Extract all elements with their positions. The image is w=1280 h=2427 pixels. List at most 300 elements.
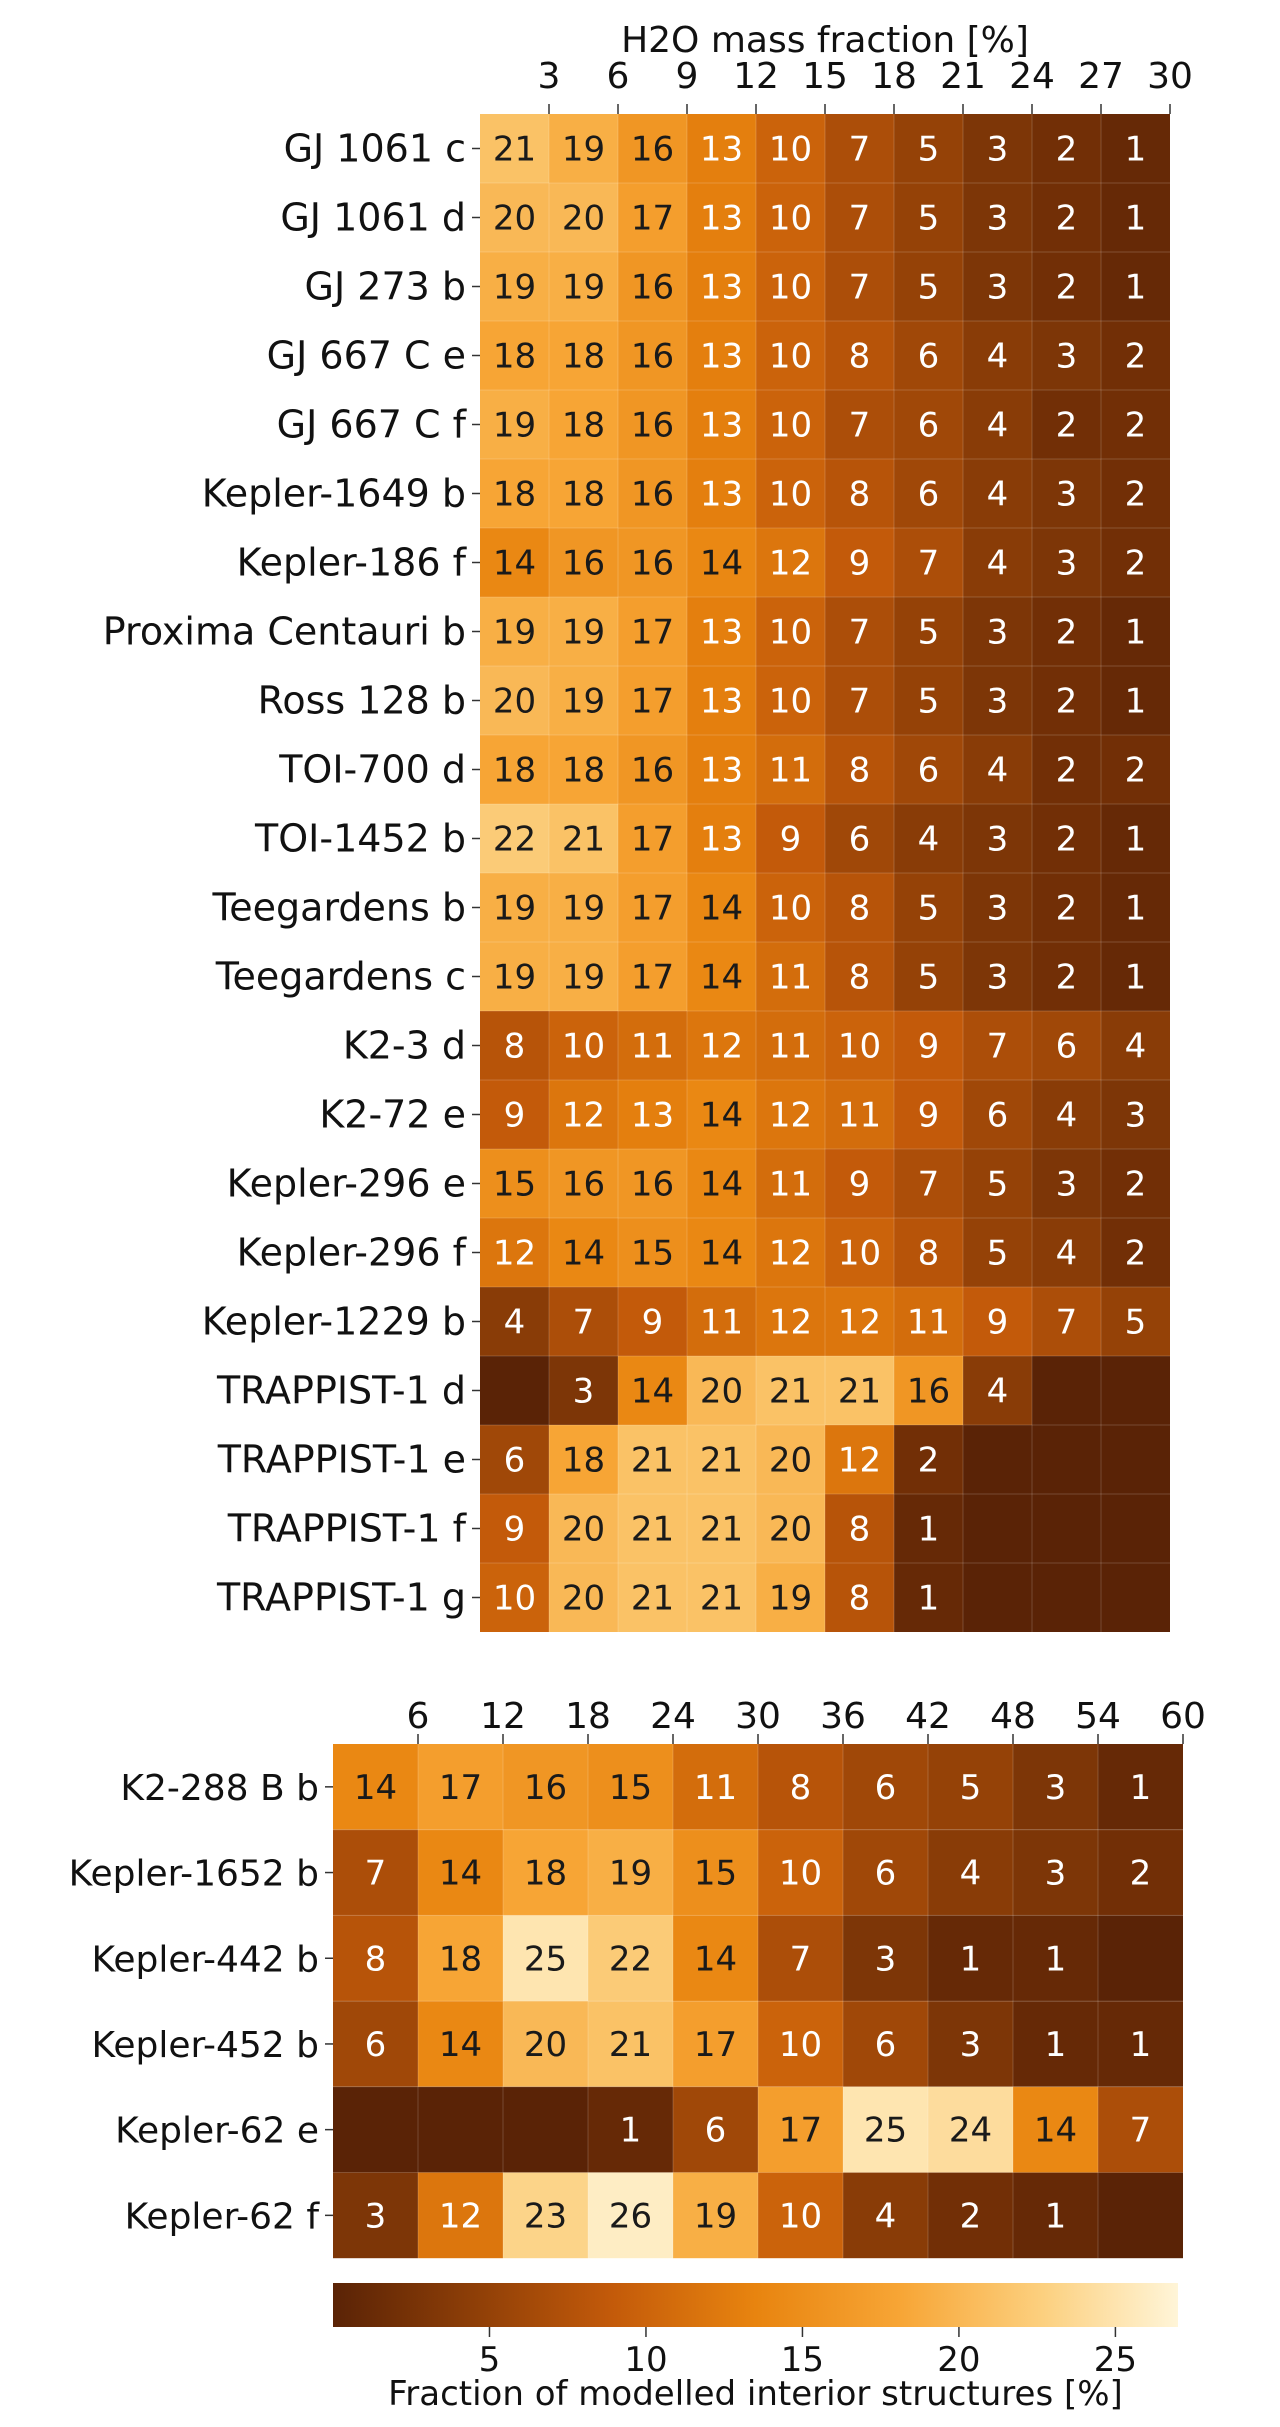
row-label: TRAPPIST-1 f [227, 1506, 466, 1551]
cell-value: 16 [630, 543, 675, 584]
cell-value: 3 [1055, 336, 1078, 377]
cell-value: 18 [438, 1939, 483, 1980]
cell-value: 8 [848, 888, 871, 929]
cell-value: 20 [561, 1509, 606, 1550]
cell-value: 9 [986, 1302, 1009, 1343]
cell-value: 22 [608, 1939, 653, 1980]
cell-value: 1 [1129, 1767, 1152, 1808]
cell-value: 10 [768, 888, 813, 929]
cell-value: 1 [1124, 198, 1147, 239]
cell-value: 18 [492, 336, 537, 377]
cell-value: 14 [699, 543, 744, 584]
cell-value: 21 [768, 1371, 813, 1412]
heatmap-cell [333, 2087, 418, 2173]
cell-value: 14 [561, 1233, 606, 1274]
row-label: Kepler-296 f [236, 1230, 466, 1275]
cell-value: 1 [1044, 2024, 1067, 2065]
cell-value: 10 [768, 129, 813, 170]
row-label: TRAPPIST-1 g [216, 1575, 466, 1620]
cell-value: 12 [768, 1095, 813, 1136]
x-tick-label: 6 [406, 1696, 430, 1737]
cell-value: 5 [1124, 1302, 1147, 1343]
cell-value: 10 [768, 681, 813, 722]
cell-value: 14 [1033, 2110, 1078, 2151]
cell-value: 12 [438, 2196, 483, 2237]
cell-value: 9 [641, 1302, 664, 1343]
cell-value: 12 [837, 1302, 882, 1343]
cell-value: 20 [561, 198, 606, 239]
cell-value: 16 [630, 336, 675, 377]
cell-value: 21 [699, 1440, 744, 1481]
x-tick-label: 6 [606, 56, 630, 97]
cell-value: 4 [1124, 1026, 1147, 1067]
row-label: Teegardens b [212, 885, 466, 930]
cell-value: 8 [848, 957, 871, 998]
cell-value: 2 [1055, 888, 1078, 929]
cell-value: 16 [561, 1164, 606, 1205]
cell-value: 20 [699, 1371, 744, 1412]
cell-value: 7 [364, 1853, 387, 1894]
cell-value: 25 [863, 2110, 908, 2151]
cell-value: 2 [959, 2196, 982, 2237]
cell-value: 16 [630, 267, 675, 308]
heatmap-cell [1032, 1356, 1101, 1425]
cell-value: 11 [837, 1095, 882, 1136]
cell-value: 7 [572, 1302, 595, 1343]
cell-value: 13 [699, 750, 744, 791]
cell-value: 16 [906, 1371, 951, 1412]
cell-value: 20 [492, 198, 537, 239]
cell-value: 3 [1124, 1095, 1147, 1136]
cell-value: 5 [917, 612, 940, 653]
cell-value: 5 [917, 957, 940, 998]
cell-value: 4 [1055, 1233, 1078, 1274]
cell-value: 10 [768, 405, 813, 446]
x-axis-label: H2O mass fraction [%] [621, 20, 1029, 61]
top-heatmap [103, 20, 1193, 1632]
cell-value: 3 [1044, 1767, 1067, 1808]
cell-value: 14 [699, 957, 744, 998]
heatmap-cell [963, 1494, 1032, 1563]
cell-value: 10 [778, 2024, 823, 2065]
cell-value: 17 [438, 1767, 483, 1808]
cell-value: 14 [699, 1233, 744, 1274]
x-tick-label: 30 [735, 1696, 781, 1737]
cell-value: 5 [917, 129, 940, 170]
cell-value: 2 [917, 1440, 940, 1481]
row-label: Kepler-1649 b [201, 471, 466, 516]
cell-value: 18 [492, 474, 537, 515]
cell-value: 13 [699, 336, 744, 377]
cell-value: 13 [630, 1095, 675, 1136]
cell-value: 10 [561, 1026, 606, 1067]
cell-value: 10 [768, 267, 813, 308]
row-label: GJ 667 C e [266, 333, 466, 378]
cell-value: 4 [959, 1853, 982, 1894]
cell-value: 9 [917, 1095, 940, 1136]
cell-value: 2 [1124, 474, 1147, 515]
cell-value: 6 [986, 1095, 1009, 1136]
cell-value: 12 [768, 1302, 813, 1343]
cell-value: 1 [917, 1509, 940, 1550]
cell-value: 10 [768, 198, 813, 239]
cell-value: 19 [492, 957, 537, 998]
x-tick-label: 48 [990, 1696, 1036, 1737]
cell-value: 8 [848, 336, 871, 377]
cell-value: 2 [1055, 819, 1078, 860]
cell-value: 16 [630, 1164, 675, 1205]
cell-value: 2 [1055, 198, 1078, 239]
cell-value: 4 [986, 543, 1009, 584]
colorbar-label: Fraction of modelled interior structures [%] [388, 2374, 1123, 2414]
row-label: Teegardens c [215, 954, 466, 999]
cell-value: 20 [768, 1509, 813, 1550]
cell-value: 2 [1055, 405, 1078, 446]
cell-value: 13 [699, 681, 744, 722]
cell-value: 8 [364, 1939, 387, 1980]
cell-value: 9 [848, 1164, 871, 1205]
cell-value: 14 [630, 1371, 675, 1412]
heatmap-cell [1101, 1356, 1170, 1425]
row-label: GJ 667 C f [276, 402, 466, 447]
row-label: TOI-1452 b [255, 816, 466, 861]
row-label: K2-288 B b [120, 1767, 319, 1809]
cell-value: 6 [848, 819, 871, 860]
cell-value: 3 [1044, 1853, 1067, 1894]
row-label: TRAPPIST-1 d [216, 1368, 466, 1413]
cell-value: 7 [848, 198, 871, 239]
cell-value: 3 [1055, 1164, 1078, 1205]
cell-value: 8 [848, 1509, 871, 1550]
cell-value: 18 [561, 474, 606, 515]
cell-value: 10 [768, 612, 813, 653]
row-label: Kepler-452 b [91, 2024, 319, 2066]
cell-value: 3 [986, 819, 1009, 860]
cell-value: 17 [630, 957, 675, 998]
cell-value: 2 [1124, 1164, 1147, 1205]
heatmap-cell [1032, 1494, 1101, 1563]
cell-value: 21 [492, 129, 537, 170]
cell-value: 16 [523, 1767, 568, 1808]
cell-value: 11 [768, 957, 813, 998]
cell-value: 3 [986, 888, 1009, 929]
cell-value: 19 [561, 129, 606, 170]
cell-value: 7 [917, 1164, 940, 1205]
cell-value: 11 [906, 1302, 951, 1343]
cell-value: 16 [630, 405, 675, 446]
cell-value: 1 [1124, 129, 1147, 170]
cell-value: 18 [561, 336, 606, 377]
cell-value: 3 [959, 2024, 982, 2065]
cell-value: 10 [768, 474, 813, 515]
row-label: TRAPPIST-1 e [217, 1437, 466, 1482]
cell-value: 5 [917, 888, 940, 929]
row-label: Kepler-62 e [115, 2110, 319, 2152]
cell-value: 2 [1124, 336, 1147, 377]
colorbar-tick-label: 10 [624, 2340, 668, 2380]
cell-value: 5 [917, 267, 940, 308]
cell-value: 7 [1129, 2110, 1152, 2151]
cell-value: 11 [768, 1164, 813, 1205]
cell-value: 16 [630, 474, 675, 515]
cell-value: 1 [1044, 1939, 1067, 1980]
cell-value: 3 [364, 2196, 387, 2237]
cell-value: 13 [699, 267, 744, 308]
cell-value: 12 [768, 543, 813, 584]
x-tick-label: 42 [905, 1696, 951, 1737]
cell-value: 3 [986, 957, 1009, 998]
cell-value: 12 [492, 1233, 537, 1274]
colorbar-gradient [333, 2283, 1178, 2327]
cell-value: 21 [630, 1509, 675, 1550]
cell-value: 14 [492, 543, 537, 584]
cell-value: 16 [630, 750, 675, 791]
cell-value: 23 [523, 2196, 568, 2237]
heatmap-cell [418, 2087, 503, 2173]
cell-value: 7 [917, 543, 940, 584]
row-label: Kepler-62 f [124, 2196, 319, 2238]
cell-value: 7 [848, 612, 871, 653]
cell-value: 21 [699, 1509, 744, 1550]
cell-value: 13 [699, 612, 744, 653]
cell-value: 3 [572, 1371, 595, 1412]
cell-value: 14 [353, 1767, 398, 1808]
cell-value: 12 [699, 1026, 744, 1067]
cell-value: 2 [1055, 957, 1078, 998]
x-tick-label: 60 [1160, 1696, 1206, 1737]
cell-value: 19 [561, 888, 606, 929]
cell-value: 22 [492, 819, 537, 860]
cell-value: 11 [768, 1026, 813, 1067]
colorbar-tick-label: 15 [780, 2340, 825, 2380]
heatmap-cell [1101, 1494, 1170, 1563]
cell-value: 10 [768, 336, 813, 377]
cell-value: 6 [917, 336, 940, 377]
cell-value: 13 [699, 819, 744, 860]
heatmap-cell [1098, 1915, 1183, 2001]
cell-value: 1 [1124, 819, 1147, 860]
cell-value: 10 [778, 1853, 823, 1894]
cell-value: 18 [492, 750, 537, 791]
cell-value: 19 [492, 612, 537, 653]
cell-value: 1 [619, 2110, 642, 2151]
cell-value: 17 [630, 888, 675, 929]
cell-value: 9 [779, 819, 802, 860]
colorbar-tick-label: 20 [937, 2340, 981, 2380]
row-label: GJ 273 b [304, 264, 466, 309]
cell-value: 16 [630, 129, 675, 170]
cell-value: 21 [608, 2024, 653, 2065]
row-label: GJ 1061 c [283, 126, 466, 171]
x-tick-label: 24 [1009, 56, 1055, 97]
cell-value: 11 [699, 1302, 744, 1343]
cell-value: 14 [699, 1095, 744, 1136]
cell-value: 15 [630, 1233, 675, 1274]
cell-value: 10 [837, 1233, 882, 1274]
cell-value: 6 [704, 2110, 727, 2151]
cell-value: 1 [1124, 681, 1147, 722]
cell-value: 17 [630, 681, 675, 722]
cell-value: 4 [1055, 1095, 1078, 1136]
cell-value: 14 [699, 1164, 744, 1205]
cell-value: 12 [768, 1233, 813, 1274]
cell-value: 6 [874, 1853, 897, 1894]
heatmap-cell [1032, 1563, 1101, 1632]
cell-value: 8 [789, 1767, 812, 1808]
cell-value: 14 [693, 1939, 738, 1980]
cell-value: 3 [1055, 543, 1078, 584]
cell-value: 5 [917, 681, 940, 722]
heatmap-cell [963, 1425, 1032, 1494]
cell-value: 10 [778, 2196, 823, 2237]
x-tick-label: 24 [650, 1696, 696, 1737]
cell-value: 7 [986, 1026, 1009, 1067]
heatmap-cell [503, 2087, 588, 2173]
cell-value: 1 [1124, 888, 1147, 929]
row-label: K2-72 e [319, 1092, 466, 1137]
heatmap-cell [1101, 1425, 1170, 1494]
cell-value: 7 [848, 267, 871, 308]
cell-value: 3 [986, 129, 1009, 170]
cell-value: 14 [438, 2024, 483, 2065]
cell-value: 12 [561, 1095, 606, 1136]
x-tick-label: 12 [480, 1696, 526, 1737]
cell-value: 15 [492, 1164, 537, 1205]
row-label: GJ 1061 d [280, 195, 466, 240]
cell-value: 15 [608, 1767, 653, 1808]
cell-value: 2 [1124, 543, 1147, 584]
heatmap-cell [963, 1563, 1032, 1632]
cell-value: 4 [917, 819, 940, 860]
cell-value: 18 [523, 1853, 568, 1894]
cell-value: 21 [699, 1578, 744, 1619]
cell-value: 6 [917, 474, 940, 515]
x-tick-label: 27 [1078, 56, 1124, 97]
heatmap-cell [1032, 1425, 1101, 1494]
cell-value: 13 [699, 129, 744, 170]
x-tick-label: 12 [733, 56, 779, 97]
row-label: Proxima Centauri b [102, 609, 466, 654]
cell-value: 7 [848, 129, 871, 170]
row-label: TOI-700 d [279, 747, 466, 792]
cell-value: 5 [986, 1233, 1009, 1274]
cell-value: 24 [948, 2110, 993, 2151]
cell-value: 2 [1124, 750, 1147, 791]
cell-value: 9 [917, 1026, 940, 1067]
cell-value: 21 [630, 1578, 675, 1619]
x-tick-label: 21 [940, 56, 986, 97]
cell-value: 1 [917, 1578, 940, 1619]
cell-value: 17 [630, 612, 675, 653]
colorbar-tick-label: 25 [1093, 2340, 1138, 2380]
cell-value: 4 [986, 1371, 1009, 1412]
cell-value: 19 [693, 2196, 738, 2237]
cell-value: 11 [630, 1026, 675, 1067]
cell-value: 2 [1129, 1853, 1152, 1894]
x-tick-label: 3 [537, 56, 561, 97]
cell-value: 19 [561, 957, 606, 998]
cell-value: 7 [1055, 1302, 1078, 1343]
cell-value: 14 [438, 1853, 483, 1894]
cell-value: 21 [561, 819, 606, 860]
cell-value: 17 [778, 2110, 823, 2151]
row-label: Kepler-1652 b [68, 1853, 319, 1895]
cell-value: 13 [699, 474, 744, 515]
cell-value: 1 [1124, 957, 1147, 998]
cell-value: 4 [986, 336, 1009, 377]
cell-value: 17 [630, 198, 675, 239]
cell-value: 8 [848, 750, 871, 791]
cell-value: 8 [848, 1578, 871, 1619]
cell-value: 17 [693, 2024, 738, 2065]
cell-value: 17 [630, 819, 675, 860]
cell-value: 3 [1055, 474, 1078, 515]
x-tick-label: 36 [820, 1696, 866, 1737]
cell-value: 2 [1124, 405, 1147, 446]
cell-value: 21 [630, 1440, 675, 1481]
cell-value: 1 [1124, 612, 1147, 653]
cell-value: 7 [848, 405, 871, 446]
cell-value: 2 [1055, 681, 1078, 722]
cell-value: 6 [917, 405, 940, 446]
cell-value: 1 [1044, 2196, 1067, 2237]
cell-value: 10 [837, 1026, 882, 1067]
row-label: K2-3 d [342, 1023, 466, 1068]
heatmap-cell [480, 1356, 549, 1425]
cell-value: 4 [986, 750, 1009, 791]
row-label: Kepler-296 e [226, 1161, 466, 1206]
cell-value: 2 [1055, 267, 1078, 308]
cell-value: 6 [874, 1767, 897, 1808]
cell-value: 3 [986, 681, 1009, 722]
colorbar-tick-label: 5 [478, 2340, 501, 2380]
cell-value: 18 [561, 750, 606, 791]
heatmap-cell [1098, 2173, 1183, 2259]
cell-value: 8 [848, 474, 871, 515]
cell-value: 19 [608, 1853, 653, 1894]
cell-value: 2 [1055, 129, 1078, 170]
cell-value: 3 [986, 612, 1009, 653]
cell-value: 8 [917, 1233, 940, 1274]
cell-value: 2 [1055, 750, 1078, 791]
cell-value: 4 [986, 474, 1009, 515]
row-label: Kepler-186 f [236, 540, 466, 585]
heatmap-cell [1101, 1563, 1170, 1632]
x-tick-label: 54 [1075, 1696, 1121, 1737]
cell-value: 19 [561, 612, 606, 653]
cell-value: 5 [959, 1767, 982, 1808]
cell-value: 18 [561, 1440, 606, 1481]
cell-value: 4 [874, 2196, 897, 2237]
cell-value: 1 [1129, 2024, 1152, 2065]
cell-value: 21 [837, 1371, 882, 1412]
cell-value: 25 [523, 1939, 568, 1980]
cell-value: 8 [503, 1026, 526, 1067]
cell-value: 7 [848, 681, 871, 722]
cell-value: 19 [492, 888, 537, 929]
cell-value: 9 [503, 1509, 526, 1550]
cell-value: 19 [561, 267, 606, 308]
row-label: Kepler-442 b [91, 1939, 319, 1981]
cell-value: 16 [561, 543, 606, 584]
cell-value: 18 [561, 405, 606, 446]
cell-value: 5 [986, 1164, 1009, 1205]
cell-value: 20 [523, 2024, 568, 2065]
cell-value: 5 [917, 198, 940, 239]
cell-value: 2 [1124, 1233, 1147, 1274]
x-tick-label: 18 [565, 1696, 611, 1737]
cell-value: 11 [768, 750, 813, 791]
